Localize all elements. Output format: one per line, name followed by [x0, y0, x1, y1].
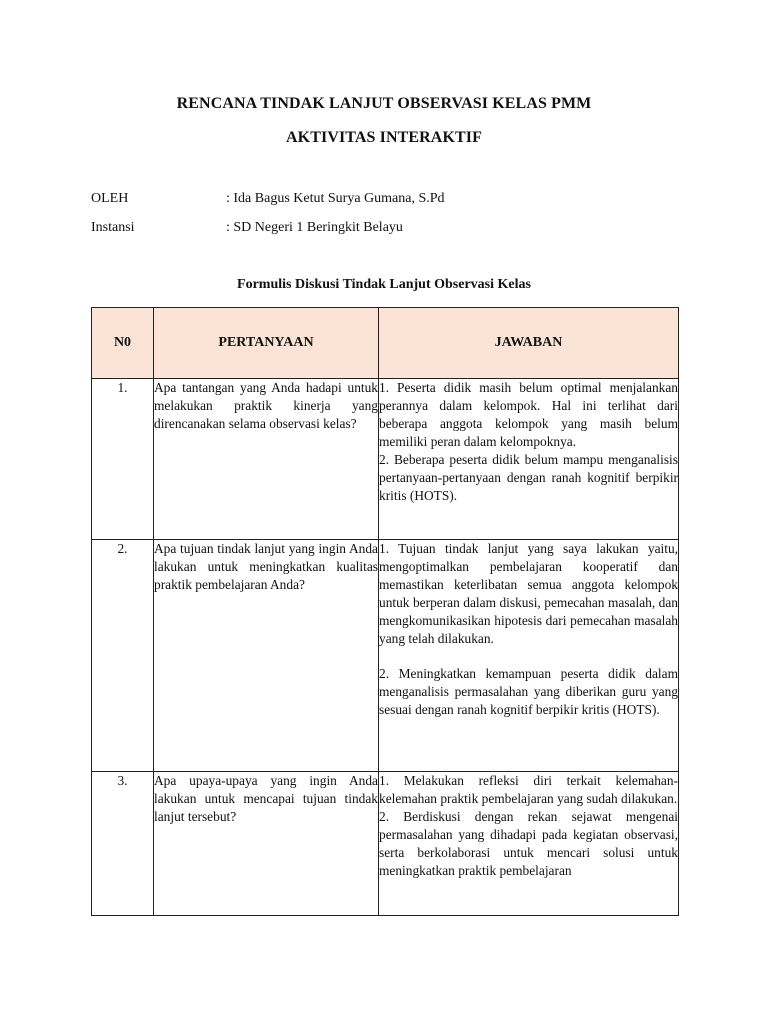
question-cell: Apa tujuan tindak lanjut yang ingin Anda lakukan untuk meningkatkan kualitas praktik pembelajaran Anda?: [154, 540, 379, 772]
row-number: 1.: [92, 379, 154, 540]
table-row: [92, 379, 679, 540]
row-number: 2.: [92, 540, 154, 772]
form-title: Formulis Diskusi Tindak Lanjut Observasi Kelas: [237, 277, 531, 292]
column-header-no: N0: [92, 308, 154, 379]
answer-item: 1. Peserta didik masih belum optimal menjalankan perannya dalam kelompok. Hal ini terlihat dari beberapa anggota kelompok yang masih belum memiliki peran dalam kelompoknya.: [379, 380, 678, 449]
question-cell: Apa upaya-upaya yang ingin Anda lakukan untuk mencapai tujuan tindak lanjut tersebut?: [154, 772, 379, 916]
instansi-label: Instansi: [91, 220, 135, 235]
table-row: [92, 772, 679, 916]
observation-table: [91, 307, 679, 916]
document-subtitle: AKTIVITAS INTERAKTIF: [286, 129, 482, 146]
row-number: 3.: [92, 772, 154, 916]
document-title: RENCANA TINDAK LANJUT OBSERVASI KELAS PMM: [176, 95, 592, 112]
oleh-value: : Ida Bagus Ketut Surya Gumana, S.Pd: [226, 191, 445, 206]
answer-item: 2. Meningkatkan kemampuan peserta didik dalam menganalisis permasalahan yang diberikan guru yang sesuai dengan ranah kognitif berpikir kritis (HOTS).: [379, 666, 678, 717]
answer-clip: [379, 772, 678, 915]
oleh-label: OLEH: [91, 191, 129, 206]
question-cell: Apa tantangan yang Anda hadapi untuk melakukan praktik kinerja yang direncanakan selama observasi kelas?: [154, 379, 379, 540]
answer-cell: [379, 540, 679, 772]
answer-cell: [379, 379, 679, 540]
column-header-jawaban: JAWABAN: [379, 308, 679, 379]
table-header-row: [92, 308, 679, 379]
answer-item: 2. Beberapa peserta didik belum mampu menganalisis pertanyaan-pertanyaan dengan ranah kognitif berpikir kritis (HOTS).: [379, 452, 678, 503]
answer-item: 1. Tujuan tindak lanjut yang saya lakukan yaitu, mengoptimalkan pembelajaran kooperatif dan memastikan keterlibatan semua anggota kelompok untuk berperan dalam diskusi, pemecahan masalah, dan mengkomunikasikan hipotesis dari pemecahan masalah yang telah dilakukan.: [379, 541, 678, 646]
answer-cell: [379, 772, 679, 916]
instansi-value: : SD Negeri 1 Beringkit Belayu: [226, 220, 403, 235]
table-row: [92, 540, 679, 772]
answer-item: 1. Melakukan refleksi diri terkait kelemahan-kelemahan praktik pembelajaran yang sudah dilakukan.: [379, 773, 678, 806]
column-header-pertanyaan: PERTANYAAN: [154, 308, 379, 379]
answer-item: 2. Berdiskusi dengan rekan sejawat mengenai permasalahan yang dihadapi pada kegiatan observasi, serta berkolaborasi untuk mencari solusi untuk meningkatkan praktik pembelajaran: [379, 809, 678, 878]
